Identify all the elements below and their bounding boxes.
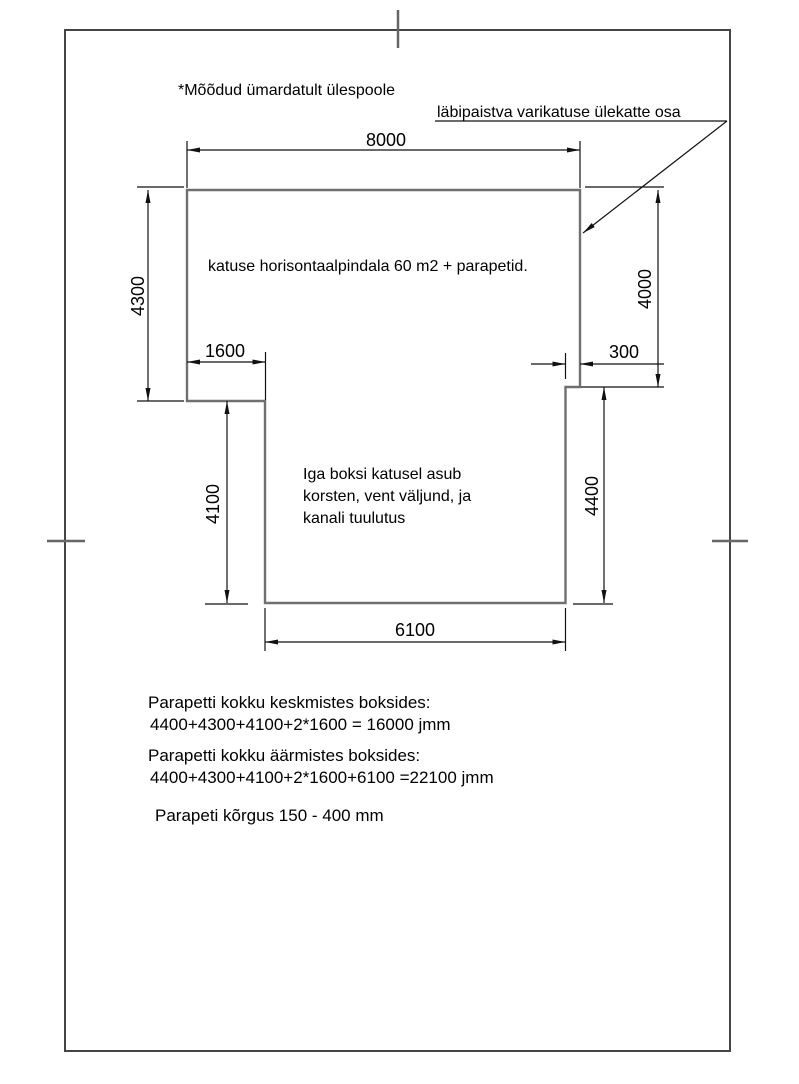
dim-right-outer-height-label: 4000: [635, 268, 655, 310]
summary-edge-boxes-title: Parapetti kokku äärmistes boksides:: [148, 746, 421, 765]
parapet-summary: [148, 693, 494, 825]
dim-bottom-width-label: 6100: [394, 620, 436, 640]
page-border: [65, 30, 730, 1051]
dim-left-outer-height-label: 4300: [128, 275, 148, 317]
dim-top-width-label: 8000: [365, 130, 407, 150]
box-note-line2: korsten, vent väljund, ja: [303, 488, 472, 505]
box-note-line1: Iga boksi katusel asub: [303, 466, 462, 483]
dim-left-step-width-label: 1600: [204, 341, 246, 361]
leader-arrow: [583, 121, 727, 233]
box-note-line3: kanali tuulutus: [303, 510, 406, 527]
roof-outline: [187, 190, 580, 603]
page-frame: [65, 30, 730, 1051]
summary-parapet-height: Parapeti kõrgus 150 - 400 mm: [155, 806, 384, 825]
roof-area-label: katuse horisontaalpindala 60 m2 + parapetid.: [208, 258, 528, 275]
leader-label: läbipaistva varikatuse ülekatte osa: [437, 104, 681, 121]
box-note: [303, 466, 471, 527]
measurement-note: *Mõõdud ümardatult ülespoole: [178, 82, 396, 99]
summary-middle-boxes-title: Parapetti kokku keskmistes boksides:: [148, 693, 431, 712]
summary-edge-boxes-calc: 4400+4300+4100+2*1600+6100 =22100 jmm: [150, 768, 494, 787]
dim-right-step-width-label: 300: [608, 342, 640, 362]
summary-middle-boxes-calc: 4400+4300+4100+2*1600 = 16000 jmm: [150, 715, 451, 734]
dim-right-step-width: [531, 353, 664, 379]
dim-right-inner-height-label: 4400: [582, 475, 602, 517]
dim-left-inner-height-label: 4100: [203, 483, 223, 525]
